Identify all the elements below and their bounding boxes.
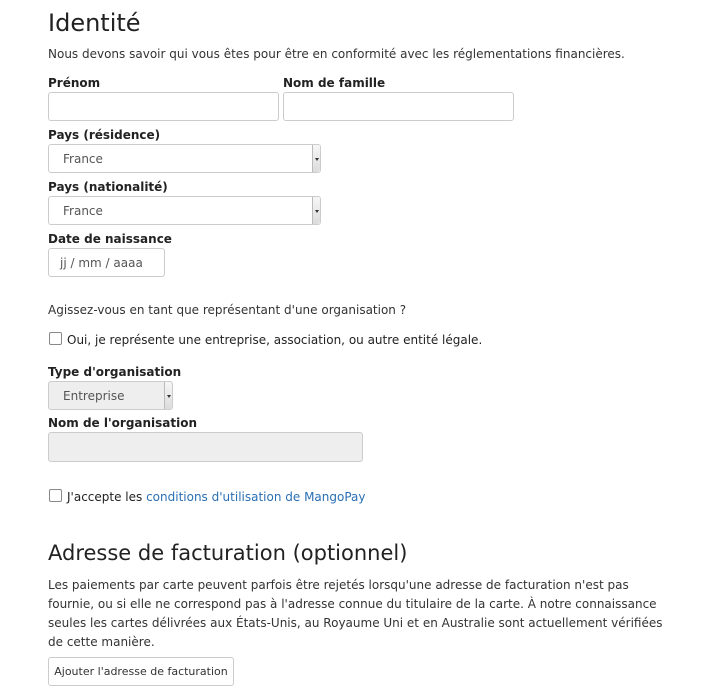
billing-title: Adresse de facturation (optionnel) (48, 541, 408, 565)
represent-checkbox[interactable] (49, 332, 62, 345)
last-name-label: Nom de famille (283, 76, 386, 90)
birthdate-placeholder: jj / mm / aaaa (60, 256, 143, 270)
terms-prefix: J'accepte les (67, 490, 147, 504)
nationality-select[interactable] (48, 196, 321, 225)
terms-link[interactable]: conditions d'utilisation de MangoPay (146, 490, 366, 504)
nationality-value: France (63, 204, 103, 218)
identity-title: Identité (48, 9, 141, 37)
add-billing-address-button[interactable]: Ajouter l'adresse de facturation (48, 657, 234, 686)
org-type-label: Type d'organisation (48, 365, 182, 379)
first-name-label: Prénom (48, 76, 101, 90)
residence-value: France (63, 152, 103, 166)
birthdate-label: Date de naissance (48, 232, 172, 246)
terms-label (67, 490, 366, 504)
chevron-down-icon (312, 197, 320, 224)
org-name-label: Nom de l'organisation (48, 416, 198, 430)
identity-intro: Nous devons savoir qui vous êtes pour être en conformité avec les réglementations financières. (48, 47, 625, 61)
nationality-label: Pays (nationalité) (48, 180, 168, 194)
last-name-field[interactable] (283, 92, 514, 121)
org-type-select[interactable] (48, 381, 173, 410)
birthdate-field[interactable] (48, 248, 165, 277)
residence-select[interactable] (48, 144, 321, 173)
chevron-down-icon (312, 145, 320, 172)
billing-description: Les paiements par carte peuvent parfois être rejetés lorsqu'une adresse de facturation n'est pas fournie, ou si elle ne correspond pas à l'adresse connue du titulaire de la carte. À notre connaissance seules les cartes délivrées aux États-Unis, au Royaume Uni et en Australie sont actuellement vérifiées de cette manière. (48, 578, 663, 649)
terms-checkbox[interactable] (49, 489, 62, 502)
chevron-down-icon (164, 382, 172, 409)
org-type-value: Entreprise (63, 389, 125, 403)
represent-checkbox-label[interactable]: Oui, je représente une entreprise, association, ou autre entité légale. (67, 333, 483, 347)
org-name-field[interactable] (48, 432, 363, 462)
residence-label: Pays (résidence) (48, 128, 161, 142)
organization-question: Agissez-vous en tant que représentant d'une organisation ? (48, 303, 407, 317)
first-name-field[interactable] (48, 92, 279, 121)
